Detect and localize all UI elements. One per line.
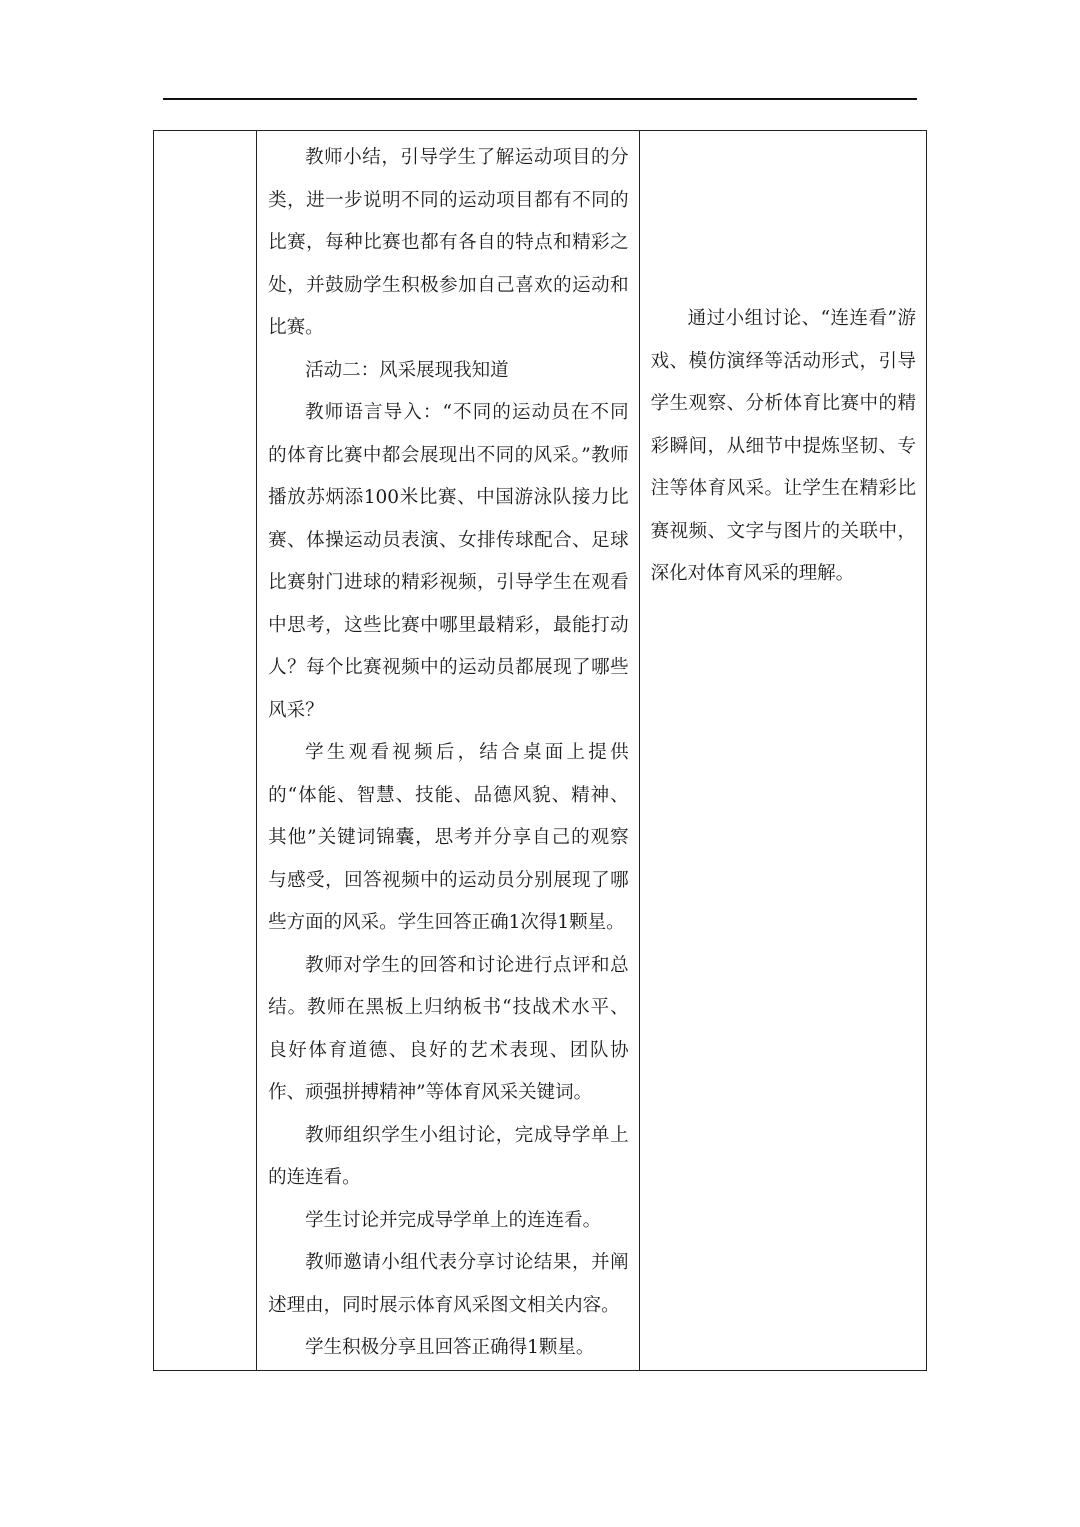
paragraph: 活动二：风采展现我知道 [305,359,509,381]
section-label-cell [154,131,257,1371]
paragraph: 教师组织学生小组讨论，完成导学单上的连连看。 [268,1124,629,1188]
paragraph: 学生讨论并完成导学单上的连连看。 [305,1209,602,1231]
table-row [154,131,927,1371]
paragraph: 教师邀请小组代表分享讨论结果，并阐述理由，同时展示体育风采图文相关内容。 [268,1252,629,1316]
design-intent-text: 通过小组讨论、“连连看”游戏、模仿演绎等活动形式，引导学生观察、分析体育比赛中的精彩瞬间，从细节中提炼坚韧、专注等体育风采。让学生在精彩比赛视频、文字与图片的关联中，深化对体育风采的理解。 [650,308,916,584]
paragraph: 教师小结，引导学生了解运动项目的分类，进一步说明不同的运动项目都有不同的比赛，每种比赛也都有各自的特点和精彩之处，并鼓励学生积极参加自己喜欢的运动和比赛。 [268,147,629,338]
paragraph: 学生观看视频后，结合桌面上提供的“体能、智慧、技能、品德风貌、精神、其他”关键词锦囊，思考并分享自己的观察与感受，回答视频中的运动员分别展现了哪些方面的风采。学生回答正确1次得1颗星。 [268,742,629,933]
activity-content-cell [257,131,639,1371]
paragraph: 教师语言导入：“不同的运动员在不同的体育比赛中都会展现出不同的风采。”教师播放苏炳添100米比赛、中国游泳队接力比赛、体操运动员表演、女排传球配合、足球比赛射门进球的精彩视频，引导学生在观看中思考，这些比赛中哪里最精彩，最能打动人？每个比赛视频中的运动员都展现了哪些风采？ [268,402,629,721]
activity-content [257,131,638,1370]
header-rule [163,98,917,100]
paragraph: 学生积极分享且回答正确得1颗星。 [305,1337,595,1358]
design-intent-cell [639,131,926,1371]
lesson-plan-table [153,130,927,1371]
design-intent [640,131,926,596]
paragraph: 教师对学生的回答和讨论进行点评和总结。教师在黑板上归纳板书“技战术水平、良好体育道德、良好的艺术表现、团队协作、顽强拼搏精神”等体育风采关键词。 [268,954,629,1103]
